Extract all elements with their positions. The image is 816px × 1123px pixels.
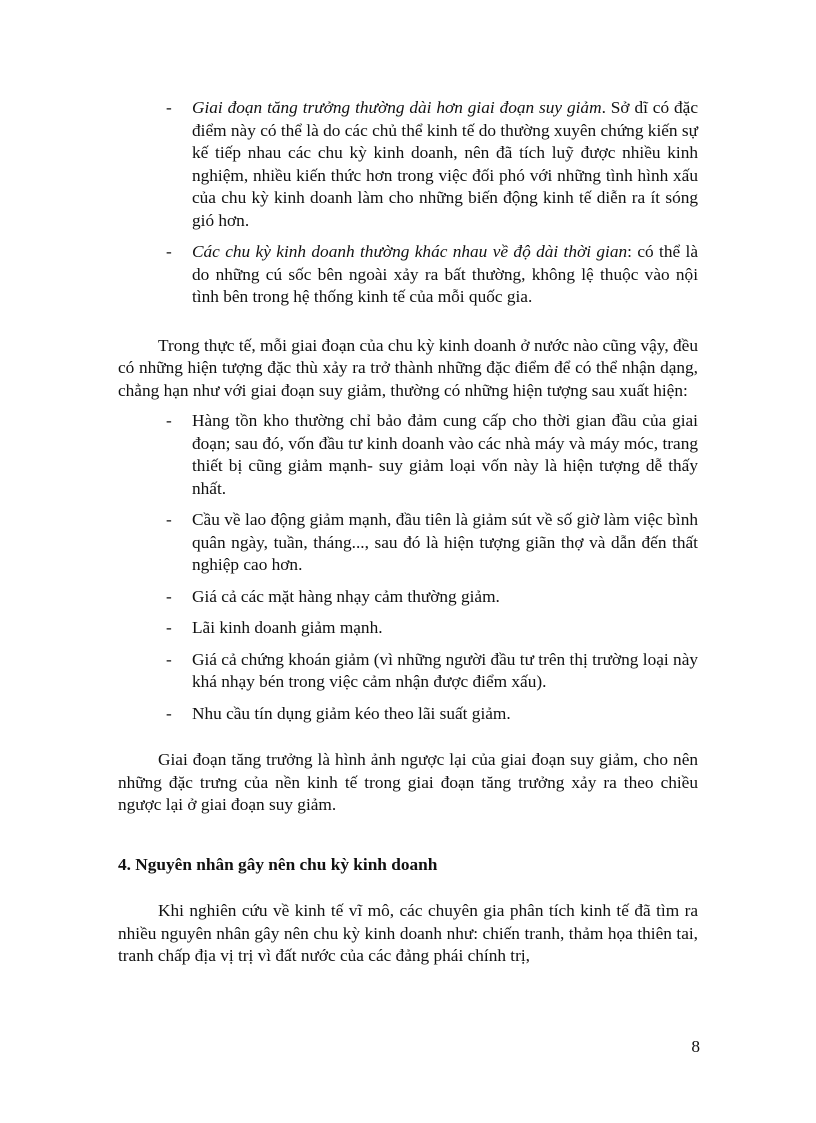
list-item-text [192, 97, 698, 232]
list-item [166, 649, 698, 694]
list-item-text: Cầu về lao động giảm mạnh, đầu tiên là giảm sút về số giờ làm việc bình quân ngày, tuần, tháng..., sau đó là hiện tượng giãn thợ và dẫn đến thất nghiệp cao hơn. [192, 510, 698, 574]
page-number: 8 [691, 1037, 700, 1056]
list-item-text: Giá cả chứng khoán giảm (vì những người đầu tư trên thị trường loại này khá nhạy bén trong việc cảm nhận được điểm xấu). [192, 649, 698, 691]
list-item [166, 97, 698, 232]
list-item-rest: : có thể là do những cú sốc bên ngoài xảy ra bất thường, không lệ thuộc vào nội tình bên trong hệ thống kinh tế của mỗi quốc gia. [192, 242, 698, 306]
paragraph-three: Khi nghiên cứu về kinh tế vĩ mô, các chuyên gia phân tích kinh tế đã tìm ra nhiều nguyên nhân gây nên chu kỳ kinh doanh như: chiến tranh, thảm họa thiên tai, tranh chấp địa vị trị vì đất nước của các đảng phái chính trị, [118, 901, 698, 965]
list-dash: - [166, 586, 172, 606]
list-item [166, 509, 698, 577]
list-item-rest: . Sở dĩ có đặc điểm này có thể là do các chủ thể kinh tế do thường xuyên chứng kiến sự kế tiếp nhau các chu kỳ kinh doanh, nên đã tích luỹ được nhiều kinh nghiệm, nhiều kiến thức hơn trong việc đối phó với những tình hình xấu của chu kỳ kinh doanh làm cho những biến động kinh tế diễn ra ít sóng gió hơn. [192, 98, 699, 230]
paragraph-two: Giai đoạn tăng trưởng là hình ảnh ngược lại của giai đoạn suy giảm, cho nên những đặc trưng của nền kinh tế trong giai đoạn tăng trưởng xảy ra theo chiều ngược lại ở giai đoạn suy giảm. [118, 750, 698, 814]
list-dash: - [166, 98, 172, 117]
list-item-italic-lead: Các chu kỳ kinh doanh thường khác nhau về độ dài thời gian [192, 242, 628, 261]
list-item-text: Giá cả các mặt hàng nhạy cảm thường giảm. [192, 586, 500, 606]
list-dash: - [166, 618, 172, 637]
paragraph-one: Trong thực tế, mỗi giai đoạn của chu kỳ kinh doanh ở nước nào cũng vậy, đều có những hiện tượng đặc thù xảy ra trở thành những đặc điểm để có thể nhận dạng, chẳng hạn như với giai đoạn suy giảm, thường có những hiện tượng sau xuất hiện: [118, 335, 698, 400]
list-item [166, 410, 698, 500]
list-item [166, 617, 698, 640]
list-dash: - [166, 242, 172, 261]
list-item-text [192, 241, 698, 309]
section-heading: 4. Nguyên nhân gây nên chu kỳ kinh doanh [118, 854, 438, 874]
list-item-text: Nhu cầu tín dụng giảm kéo theo lãi suất giảm. [192, 703, 511, 723]
list-item [166, 586, 698, 609]
list-item [166, 241, 698, 309]
list-item-text: Lãi kinh doanh giảm mạnh. [192, 618, 383, 637]
list-dash: - [166, 649, 172, 669]
page-content [118, 97, 698, 968]
list-item [166, 703, 698, 726]
list-item-italic-lead: Giai đoạn tăng trưởng thường dài hơn giai đoạn suy giảm [192, 98, 602, 117]
list-dash: - [166, 510, 172, 529]
list-dash: - [166, 411, 172, 430]
list-dash: - [166, 703, 172, 723]
list-item-text: Hàng tồn kho thường chỉ bảo đảm cung cấp cho thời gian đầu của giai đoạn; sau đó, vốn đầu tư kinh doanh vào các nhà máy và máy móc, trang thiết bị cũng giảm mạnh- suy giảm loại vốn này là hiện tượng dễ thấy nhất. [192, 411, 698, 498]
